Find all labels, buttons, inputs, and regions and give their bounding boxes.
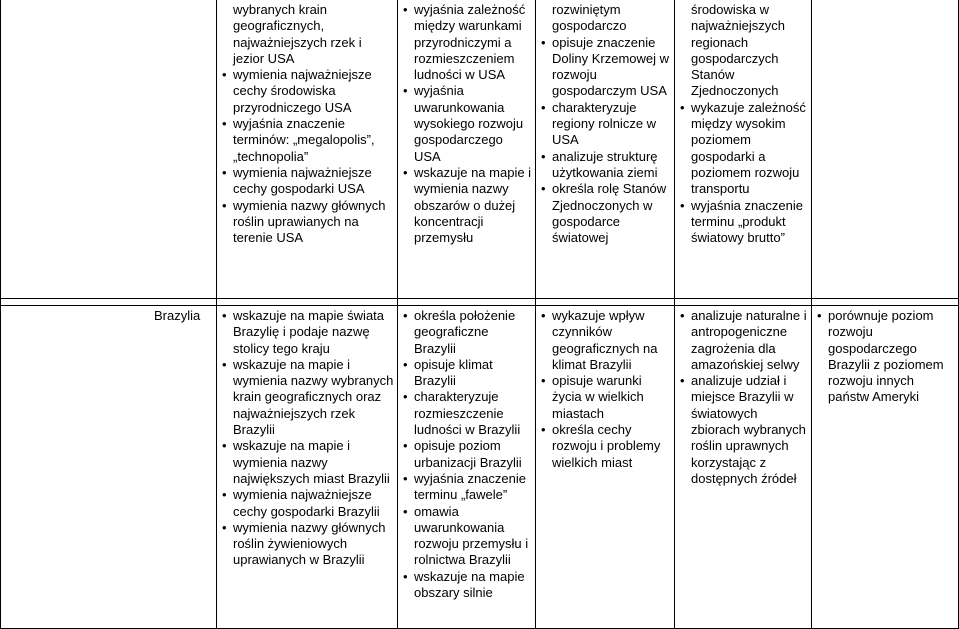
criterion-item: • określa cechy rozwoju i problemy wielkich miast: [539, 422, 672, 471]
criterion-item: • wymienia najważniejsze cechy środowiska przyrodniczego USA: [220, 67, 395, 116]
brazil-col-very-good: [675, 306, 811, 629]
criterion-item: • wskazuje na mapie i wymienia nazwy największych miast Brazylii: [220, 438, 395, 487]
column-divider: [535, 0, 536, 629]
criterion-item: • analizuje naturalne i antropogeniczne zagrożenia dla amazońskiej selwy: [678, 308, 809, 373]
criterion-item: • wymienia nazwy głównych roślin uprawianych na terenie USA: [220, 198, 395, 247]
criterion-item: • analizuje udział i miejsce Brazylii w światowych zbiorach wybranych roślin uprawnych korzystając z dostępnych źródeł: [678, 373, 809, 487]
usa-col-very-good: [675, 0, 811, 298]
column-divider: [397, 0, 398, 629]
criterion-item: • opisuje poziom urbanizacji Brazylii: [401, 438, 533, 471]
brazil-col-good: [536, 306, 674, 629]
criterion-item: • wykazuje wpływ czynników geograficznych na klimat Brazylii: [539, 308, 672, 373]
criterion-item: • wyjaśnia uwarunkowania wysokiego rozwoju gospodarczego USA: [401, 83, 533, 164]
criterion-item: • wymienia najważniejsze cechy gospodarki USA: [220, 165, 395, 198]
brazil-col-basic: [217, 306, 397, 629]
column-divider: [216, 0, 217, 629]
column-divider: [674, 0, 675, 629]
criterion-item: • charakteryzuje regiony rolnicze w USA: [539, 100, 672, 149]
usa-col-good: [536, 0, 674, 298]
criterion-item: • wskazuje na mapie i wymienia nazwy wybranych krain geograficznych oraz najważniejszych rzek Brazylii: [220, 357, 395, 438]
criterion-item: wybranych krain geograficznych, najważniejszych rzek i jezior USA: [233, 2, 362, 66]
criterion-item: • wyjaśnia znaczenie terminu „produkt światowy brutto”: [678, 198, 809, 247]
criterion-item: • opisuje warunki życia w wielkich miastach: [539, 373, 672, 422]
brazil-row: [0, 306, 959, 629]
criterion-item: • wskazuje na mapie obszary silnie: [401, 569, 533, 602]
row-divider-bottom: [0, 305, 959, 306]
criterion-item: • wymienia najważniejsze cechy gospodarki Brazylii: [220, 487, 395, 520]
row-divider-top: [0, 298, 959, 299]
criterion-item: • wyjaśnia znaczenie terminu „fawele”: [401, 471, 533, 504]
country-name-brazil: Brazylia: [154, 308, 201, 323]
criterion-item: • wykazuje zależność między wysokim poziomem gospodarki a poziomem rozwoju transportu: [678, 100, 809, 198]
criterion-item: • analizuje strukturę użytkowania ziemi: [539, 149, 672, 182]
criterion-item: • określa położenie geograficzne Brazylii: [401, 308, 533, 357]
brazil-col-extended: [398, 306, 535, 629]
criterion-item: rozwiniętym gospodarczo: [552, 2, 627, 34]
table-left-border: [0, 0, 1, 629]
criterion-item: • opisuje klimat Brazylii: [401, 357, 533, 390]
criterion-item: • opisuje znaczenie Doliny Krzemowej w rozwoju gospodarczym USA: [539, 35, 672, 100]
criterion-item: • wskazuje na mapie świata Brazylię i podaje nazwę stolicy tego kraju: [220, 308, 395, 357]
usa-col-excellent: [812, 0, 959, 298]
criterion-item: • wyjaśnia zależność między warunkami przyrodniczymi a rozmieszczeniem ludności w USA: [401, 2, 533, 83]
usa-col-extended: [398, 0, 535, 298]
criterion-item: • wyjaśnia znaczenie terminów: „megalopolis”, „technopolia”: [220, 116, 395, 165]
criterion-item: • omawia uwarunkowania rozwoju przemysłu i rolnictwa Brazylii: [401, 504, 533, 569]
brazil-col-excellent: [812, 306, 959, 629]
criterion-item: • wymienia nazwy głównych roślin żywieniowych uprawianych w Brazylii: [220, 520, 395, 569]
column-divider: [811, 0, 812, 629]
criterion-item: • określa rolę Stanów Zjednoczonych w gospodarce światowej: [539, 181, 672, 246]
criterion-item: • wskazuje na mapie i wymienia nazwy obszarów o dużej koncentracji przemysłu: [401, 165, 533, 246]
criterion-item: • porównuje poziom rozwoju gospodarczego Brazylii z poziomem rozwoju innych państw Ameryki: [815, 308, 957, 406]
usa-col-basic: [217, 0, 397, 298]
usa-row: [0, 0, 959, 298]
criterion-item: środowiska w najważniejszych regionach gospodarczych Stanów Zjednoczonych: [691, 2, 785, 99]
criterion-item: • charakteryzuje rozmieszczenie ludności w Brazylii: [401, 389, 533, 438]
